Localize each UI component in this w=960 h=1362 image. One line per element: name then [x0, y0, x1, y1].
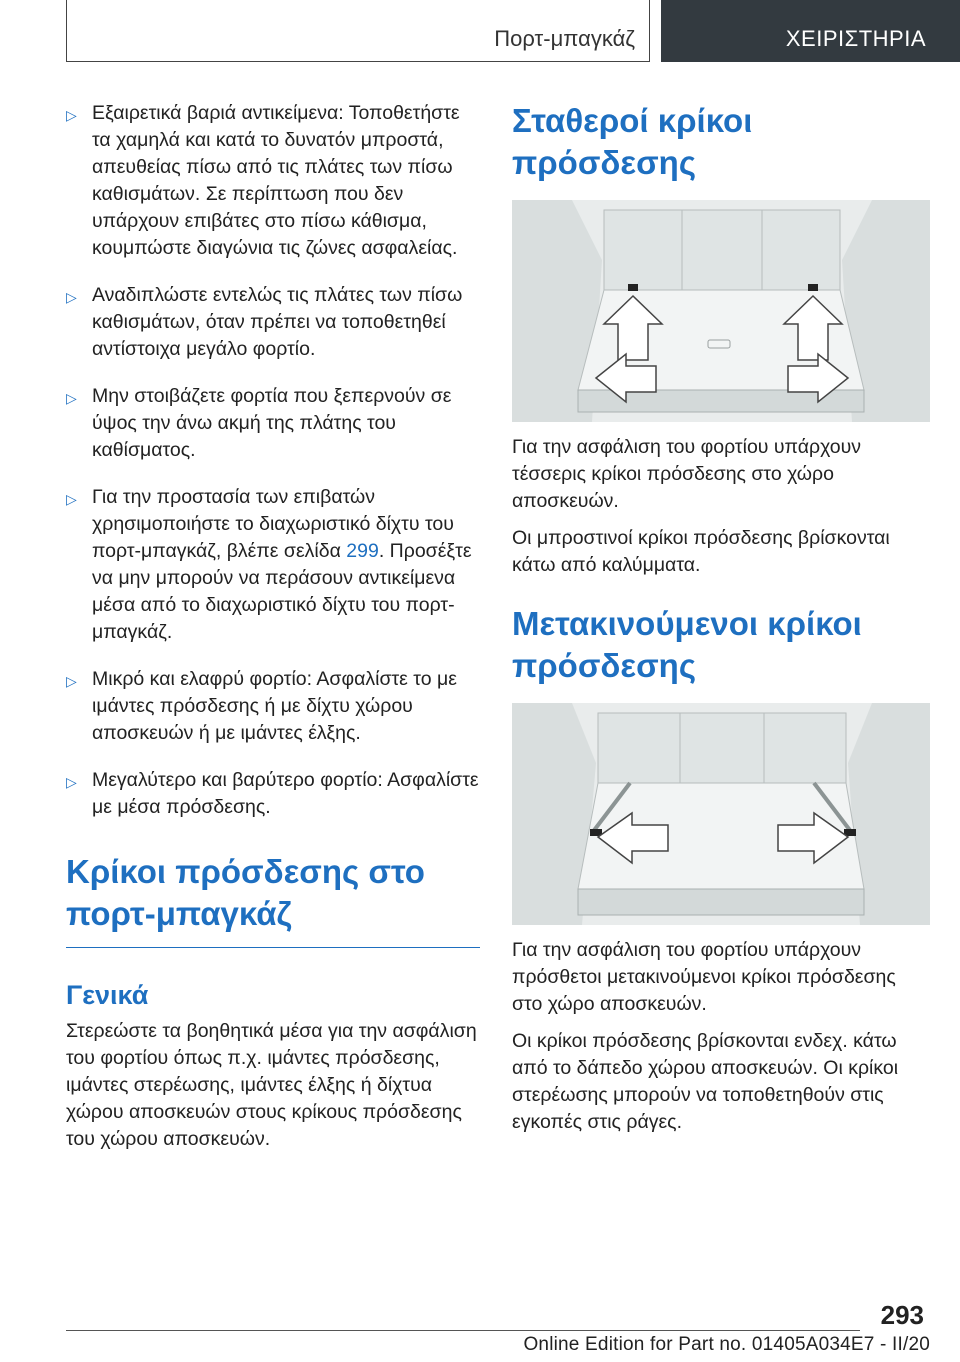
triangle-bullet-icon: ▷ [66, 491, 77, 507]
header-section-box [66, 0, 650, 62]
section-heading: Κρίκοι πρόσδεσης στο πορτ-μπαγκάζ [66, 851, 480, 948]
page-reference-link[interactable]: 299 [346, 540, 379, 562]
movable-rings-text-1: Για την ασφάλιση του φορτίου υπάρχουν πρόσθετοι μετακινούμενοι κρίκοι πρόσδεσης στο χώρο αποσκευών. [512, 939, 896, 1015]
triangle-bullet-icon: ▷ [66, 390, 77, 406]
triangle-bullet-icon: ▷ [66, 774, 77, 790]
fixed-rings-text-1: Για την ασφάλιση του φορτίου υπάρχουν τέσσερις κρίκοι πρόσδεσης στο χώρο αποσκευών. [512, 436, 862, 512]
triangle-bullet-icon: ▷ [66, 289, 77, 305]
triangle-bullet-icon: ▷ [66, 107, 77, 123]
triangle-bullet-icon: ▷ [66, 673, 77, 689]
footer-edition-text: Online Edition for Part no. 01405A034E7 - II/20 [523, 1334, 930, 1355]
movable-rings-illustration [512, 703, 930, 925]
list-item: ▷ Μικρό και ελαφρύ φορτίο: Ασφαλίστε το με ιμάντες πρόσδεσης ή με δίχτυ χώρου αποσκευών ή με ιμάντες έλξης. [66, 668, 457, 744]
header-chapter-title: ΧΕΙΡΙΣΤΗΡΙΑ [785, 26, 926, 51]
movable-rings-text-2: Οι κρίκοι πρόσδεσης βρίσκονται ενδεχ. κάτω από το δάπεδο χώρου αποσκευών. Οι κρίκοι στερέωσης μπορούν να τοποθετηθούν στις εγκοπές στις ράγες. [512, 1030, 899, 1133]
general-paragraph: Στερεώστε τα βοηθητικά μέσα για την ασφάλιση του φορτίου όπως π.χ. ιμάντες πρόσδεσης, ιμάντες στερέωσης, ιμάντες έλξης ή δίχτυα χώρου αποσκευών στους κρίκους πρόσδεσης του χώρου αποσκευών. [66, 1020, 477, 1150]
left-column [66, 100, 480, 1153]
list-item: ▷ Μην στοιβάζετε φορτία που ξεπερνούν σε ύψος την άνω ακμή της πλάτης του καθίσματος. [66, 385, 452, 461]
right-column [512, 100, 930, 1136]
list-item: ▷ Αναδιπλώστε εντελώς τις πλάτες των πίσω καθισμάτων, όταν πρέπει να τοποθετηθεί αντίστοιχα μεγάλο φορτίο. [66, 284, 463, 360]
loading-tips-list [66, 100, 480, 821]
header-section-title: Πορτ-μπαγκάζ [494, 26, 635, 51]
fixed-rings-heading: Σταθεροί κρίκοι πρόσδεσης [512, 102, 753, 181]
fixed-rings-text-2: Οι μπροστινοί κρίκοι πρόσδεσης βρίσκονται κάτω από καλύμματα. [512, 527, 890, 576]
fixed-rings-illustration [512, 200, 930, 422]
page-number: 293 [880, 1300, 924, 1330]
footer-divider [66, 1330, 860, 1331]
header-chapter-box [661, 0, 960, 62]
list-item: ▷ Μεγαλύτερο και βαρύτερο φορτίο: Ασφαλίστε με μέσα πρόσδεσης. [66, 769, 479, 818]
list-item: ▷ Για την προστασία των επιβατών χρησιμοποιήστε το διαχωριστικό δίχτυ του πορτ-μπαγκάζ, βλέπε σελίδα 299. Προσέξτε να μην μπορούν να περάσουν αντικείμενα μέσα από το διαχωριστικό δίχτυ του πορτ-μπαγκάζ. [66, 486, 472, 643]
list-item: ▷ Εξαιρετικά βαριά αντικείμενα: Τοποθετήστε τα χαμηλά και κατά το δυνατόν μπροστά, απευθείας πίσω από τις πλάτες των πίσω καθισμάτων. Σε περίπτωση που δεν υπάρχουν επιβάτες στο πίσω κάθισμα, κουμπώστε διαγώνια τις ζώνες ασφαλείας. [66, 102, 460, 259]
movable-rings-heading: Μετακινούμενοι κρίκοι πρόσδεσης [512, 605, 862, 684]
sub-heading: Γενικά [66, 980, 149, 1010]
